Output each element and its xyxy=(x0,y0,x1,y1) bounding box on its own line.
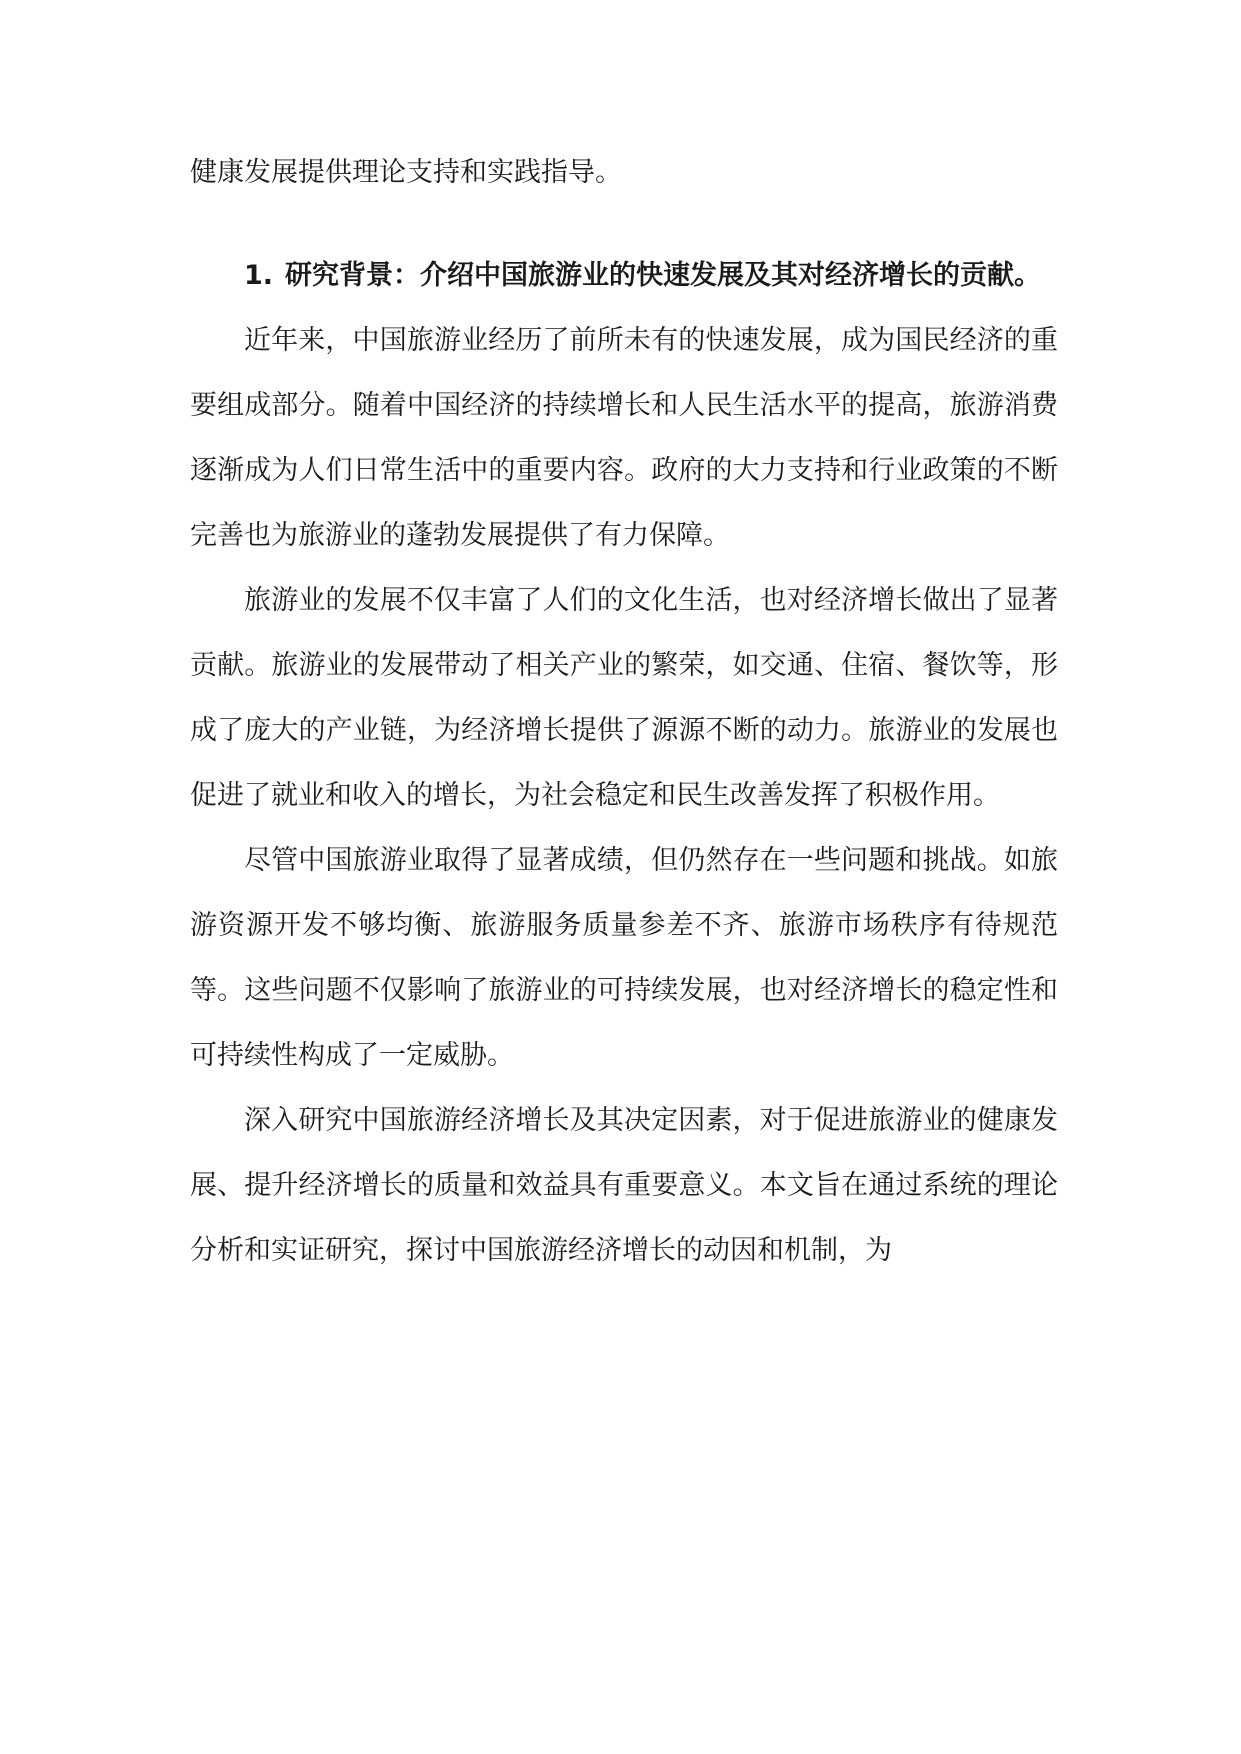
body-paragraph-3: 尽管中国旅游业取得了显著成绩，但仍然存在一些问题和挑战。如旅游资源开发不够均衡、旅游服务质量参差不齐、旅游市场秩序有待规范等。这些问题不仅影响了旅游业的可持续发展，也对经济增长的稳定性和可持续性构成了一定威胁。 xyxy=(190,845,1058,1071)
document-body xyxy=(190,140,1058,1283)
lead-paragraph: 健康发展提供理论支持和实践指导。 xyxy=(190,157,622,188)
section-heading-number: 1. xyxy=(244,260,274,291)
body-paragraph-4: 深入研究中国旅游经济增长及其决定因素，对于促进旅游业的健康发展、提升经济增长的质量和效益具有重要意义。本文旨在通过系统的理论分析和实证研究，探讨中国旅游经济增长的动因和机制，为 xyxy=(190,1105,1058,1266)
section-heading-text: 研究背景：介绍中国旅游业的快速发展及其对经济增长的贡献。 xyxy=(285,260,1042,291)
body-paragraph-2: 旅游业的发展不仅丰富了人们的文化生活，也对经济增长做出了显著贡献。旅游业的发展带动了相关产业的繁荣，如交通、住宿、餐饮等，形成了庞大的产业链，为经济增长提供了源源不断的动力。旅游业的发展也促进了就业和收入的增长，为社会稳定和民生改善发挥了积极作用。 xyxy=(190,585,1058,811)
section-heading xyxy=(190,243,1058,308)
body-paragraph-1: 近年来，中国旅游业经历了前所未有的快速发展，成为国民经济的重要组成部分。随着中国经济的持续增长和人民生活水平的提高，旅游消费逐渐成为人们日常生活中的重要内容。政府的大力支持和行业政策的不断完善也为旅游业的蓬勃发展提供了有力保障。 xyxy=(190,325,1058,551)
